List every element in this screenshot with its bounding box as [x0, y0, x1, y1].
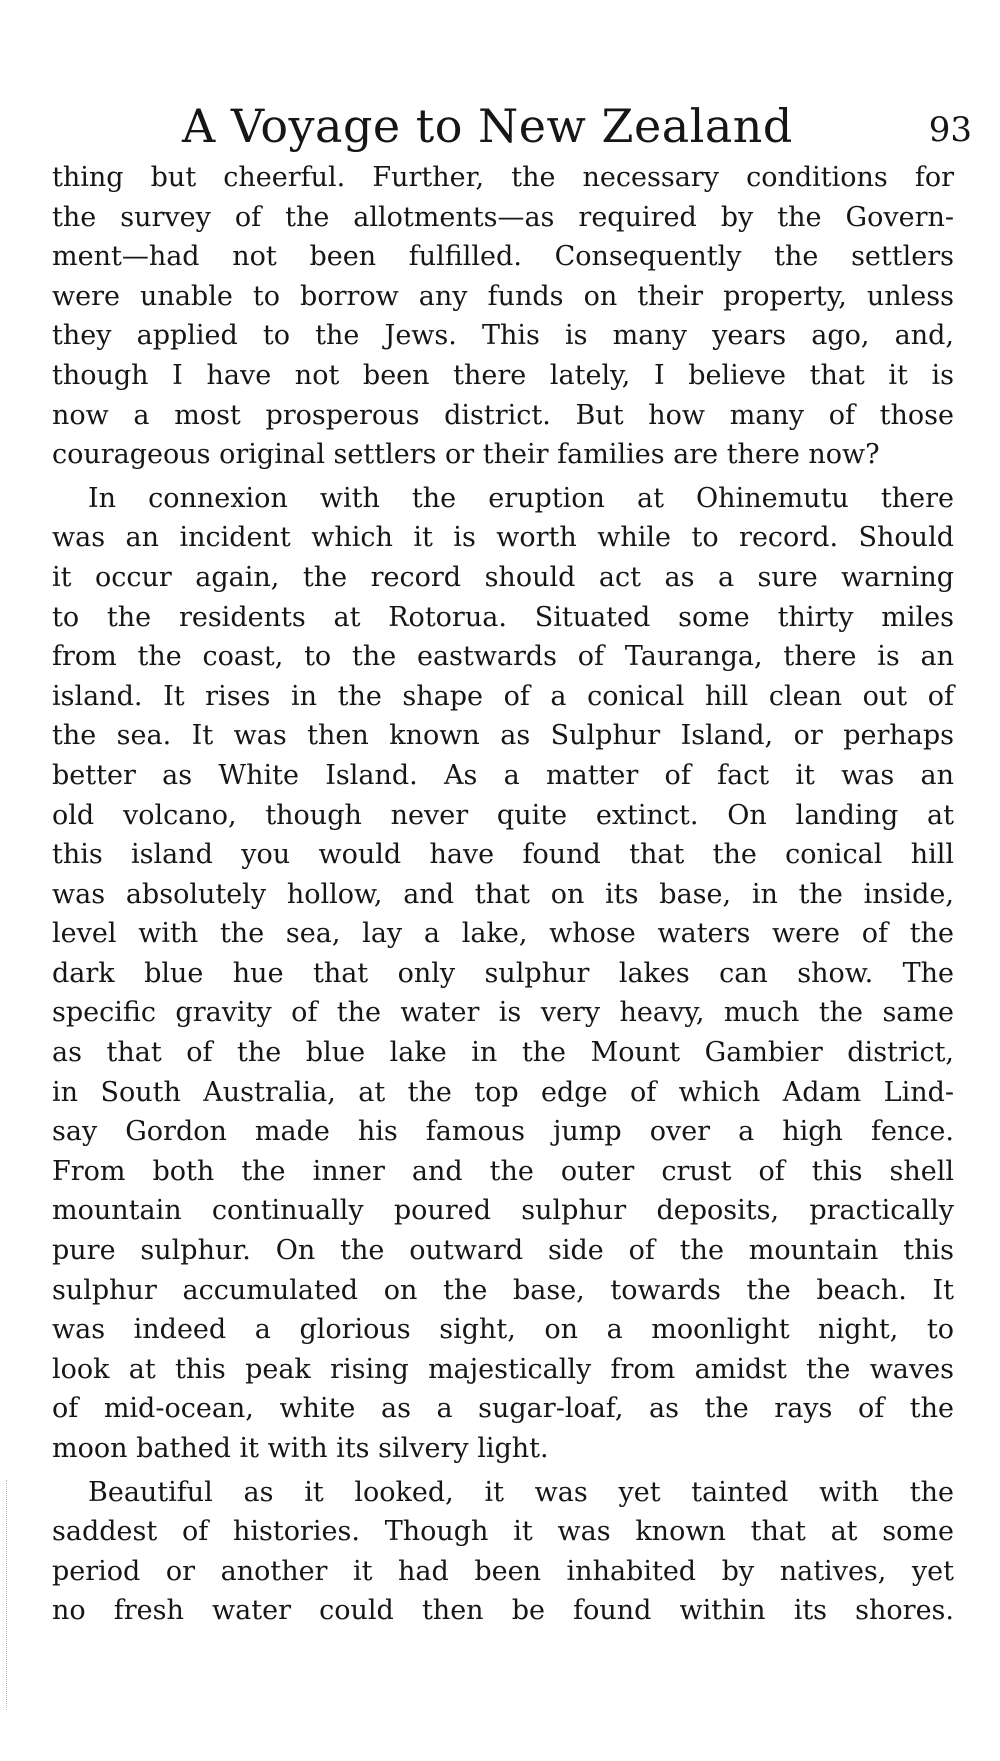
text-line: this island you would have found that the conical hill: [52, 839, 954, 871]
text-line: better as White Island. As a matter of fact it was an: [52, 759, 954, 791]
text-line: they applied to the Jews. This is many years ago, and,: [52, 320, 954, 352]
margin-scan-artifact: [6, 1480, 9, 1710]
paragraph: [52, 479, 954, 1469]
text-line: the survey of the allotments—as required by the Govern-: [52, 201, 954, 233]
text-line: old volcano, though never quite extinct. On landing at: [52, 799, 954, 831]
text-line: no fresh water could then be found within its shores.: [52, 1595, 954, 1627]
text-line: though I have not been there lately, I believe that it is: [52, 359, 954, 391]
text-line: level with the sea, lay a lake, whose waters were of the: [52, 918, 954, 950]
text-line: in South Australia, at the top edge of which Adam Lind-: [52, 1076, 954, 1108]
text-line: saddest of histories. Though it was known that at some: [52, 1516, 954, 1548]
text-line: period or another it had been inhabited by natives, yet: [52, 1555, 954, 1587]
text-line: ment—had not been fulfilled. Consequently the settlers: [52, 241, 954, 273]
text-line: courageous original settlers or their families are there now?: [52, 439, 880, 471]
page-number: 93: [928, 110, 972, 150]
text-line: sulphur accumulated on the base, towards the beach. It: [52, 1274, 954, 1306]
paragraph: [52, 1473, 954, 1631]
text-line: as that of the blue lake in the Mount Gambier district,: [52, 1037, 954, 1069]
text-line: specific gravity of the water is very heavy, much the same: [52, 997, 954, 1029]
text-line: was absolutely hollow, and that on its base, in the inside,: [52, 878, 954, 910]
text-line: From both the inner and the outer crust of this shell: [52, 1155, 954, 1187]
text-line: dark blue hue that only sulphur lakes can show. The: [52, 957, 954, 989]
text-line: say Gordon made his famous jump over a high fence.: [52, 1116, 954, 1148]
text-line: now a most prosperous district. But how many of those: [52, 399, 954, 431]
text-line: look at this peak rising majestically from amidst the waves: [52, 1353, 954, 1385]
text-line: was an incident which it is worth while to record. Should: [52, 522, 954, 554]
text-line: from the coast, to the eastwards of Tauranga, there is an: [52, 641, 954, 673]
text-line: to the residents at Rotorua. Situated some thirty miles: [52, 601, 954, 633]
text-line: moon bathed it with its silvery light.: [52, 1433, 549, 1464]
text-line: thing but cheerful. Further, the necessary conditions for: [52, 162, 954, 193]
text-line: of mid-ocean, white as a sugar-loaf, as the rays of the: [52, 1393, 954, 1425]
text-line: mountain continually poured sulphur deposits, practically: [52, 1195, 954, 1227]
text-line: Beautiful as it looked, it was yet tainted with the: [88, 1476, 954, 1508]
text-line: the sea. It was then known as Sulphur Island, or perhaps: [52, 720, 954, 752]
text-line: was indeed a glorious sight, on a moonlight night, to: [52, 1314, 954, 1346]
body-text: [52, 158, 954, 1631]
text-line: In connexion with the eruption at Ohinemutu there: [88, 482, 954, 514]
text-line: it occur again, the record should act as a sure warning: [52, 561, 954, 593]
text-line: were unable to borrow any funds on their property, unless: [52, 280, 954, 312]
text-line: island. It rises in the shape of a conical hill clean out of: [52, 680, 954, 712]
running-title: A Voyage to New Zealand: [182, 99, 793, 153]
paragraph: [52, 158, 954, 475]
page-header: [52, 96, 972, 160]
text-line: pure sulphur. On the outward side of the mountain this: [52, 1235, 954, 1267]
